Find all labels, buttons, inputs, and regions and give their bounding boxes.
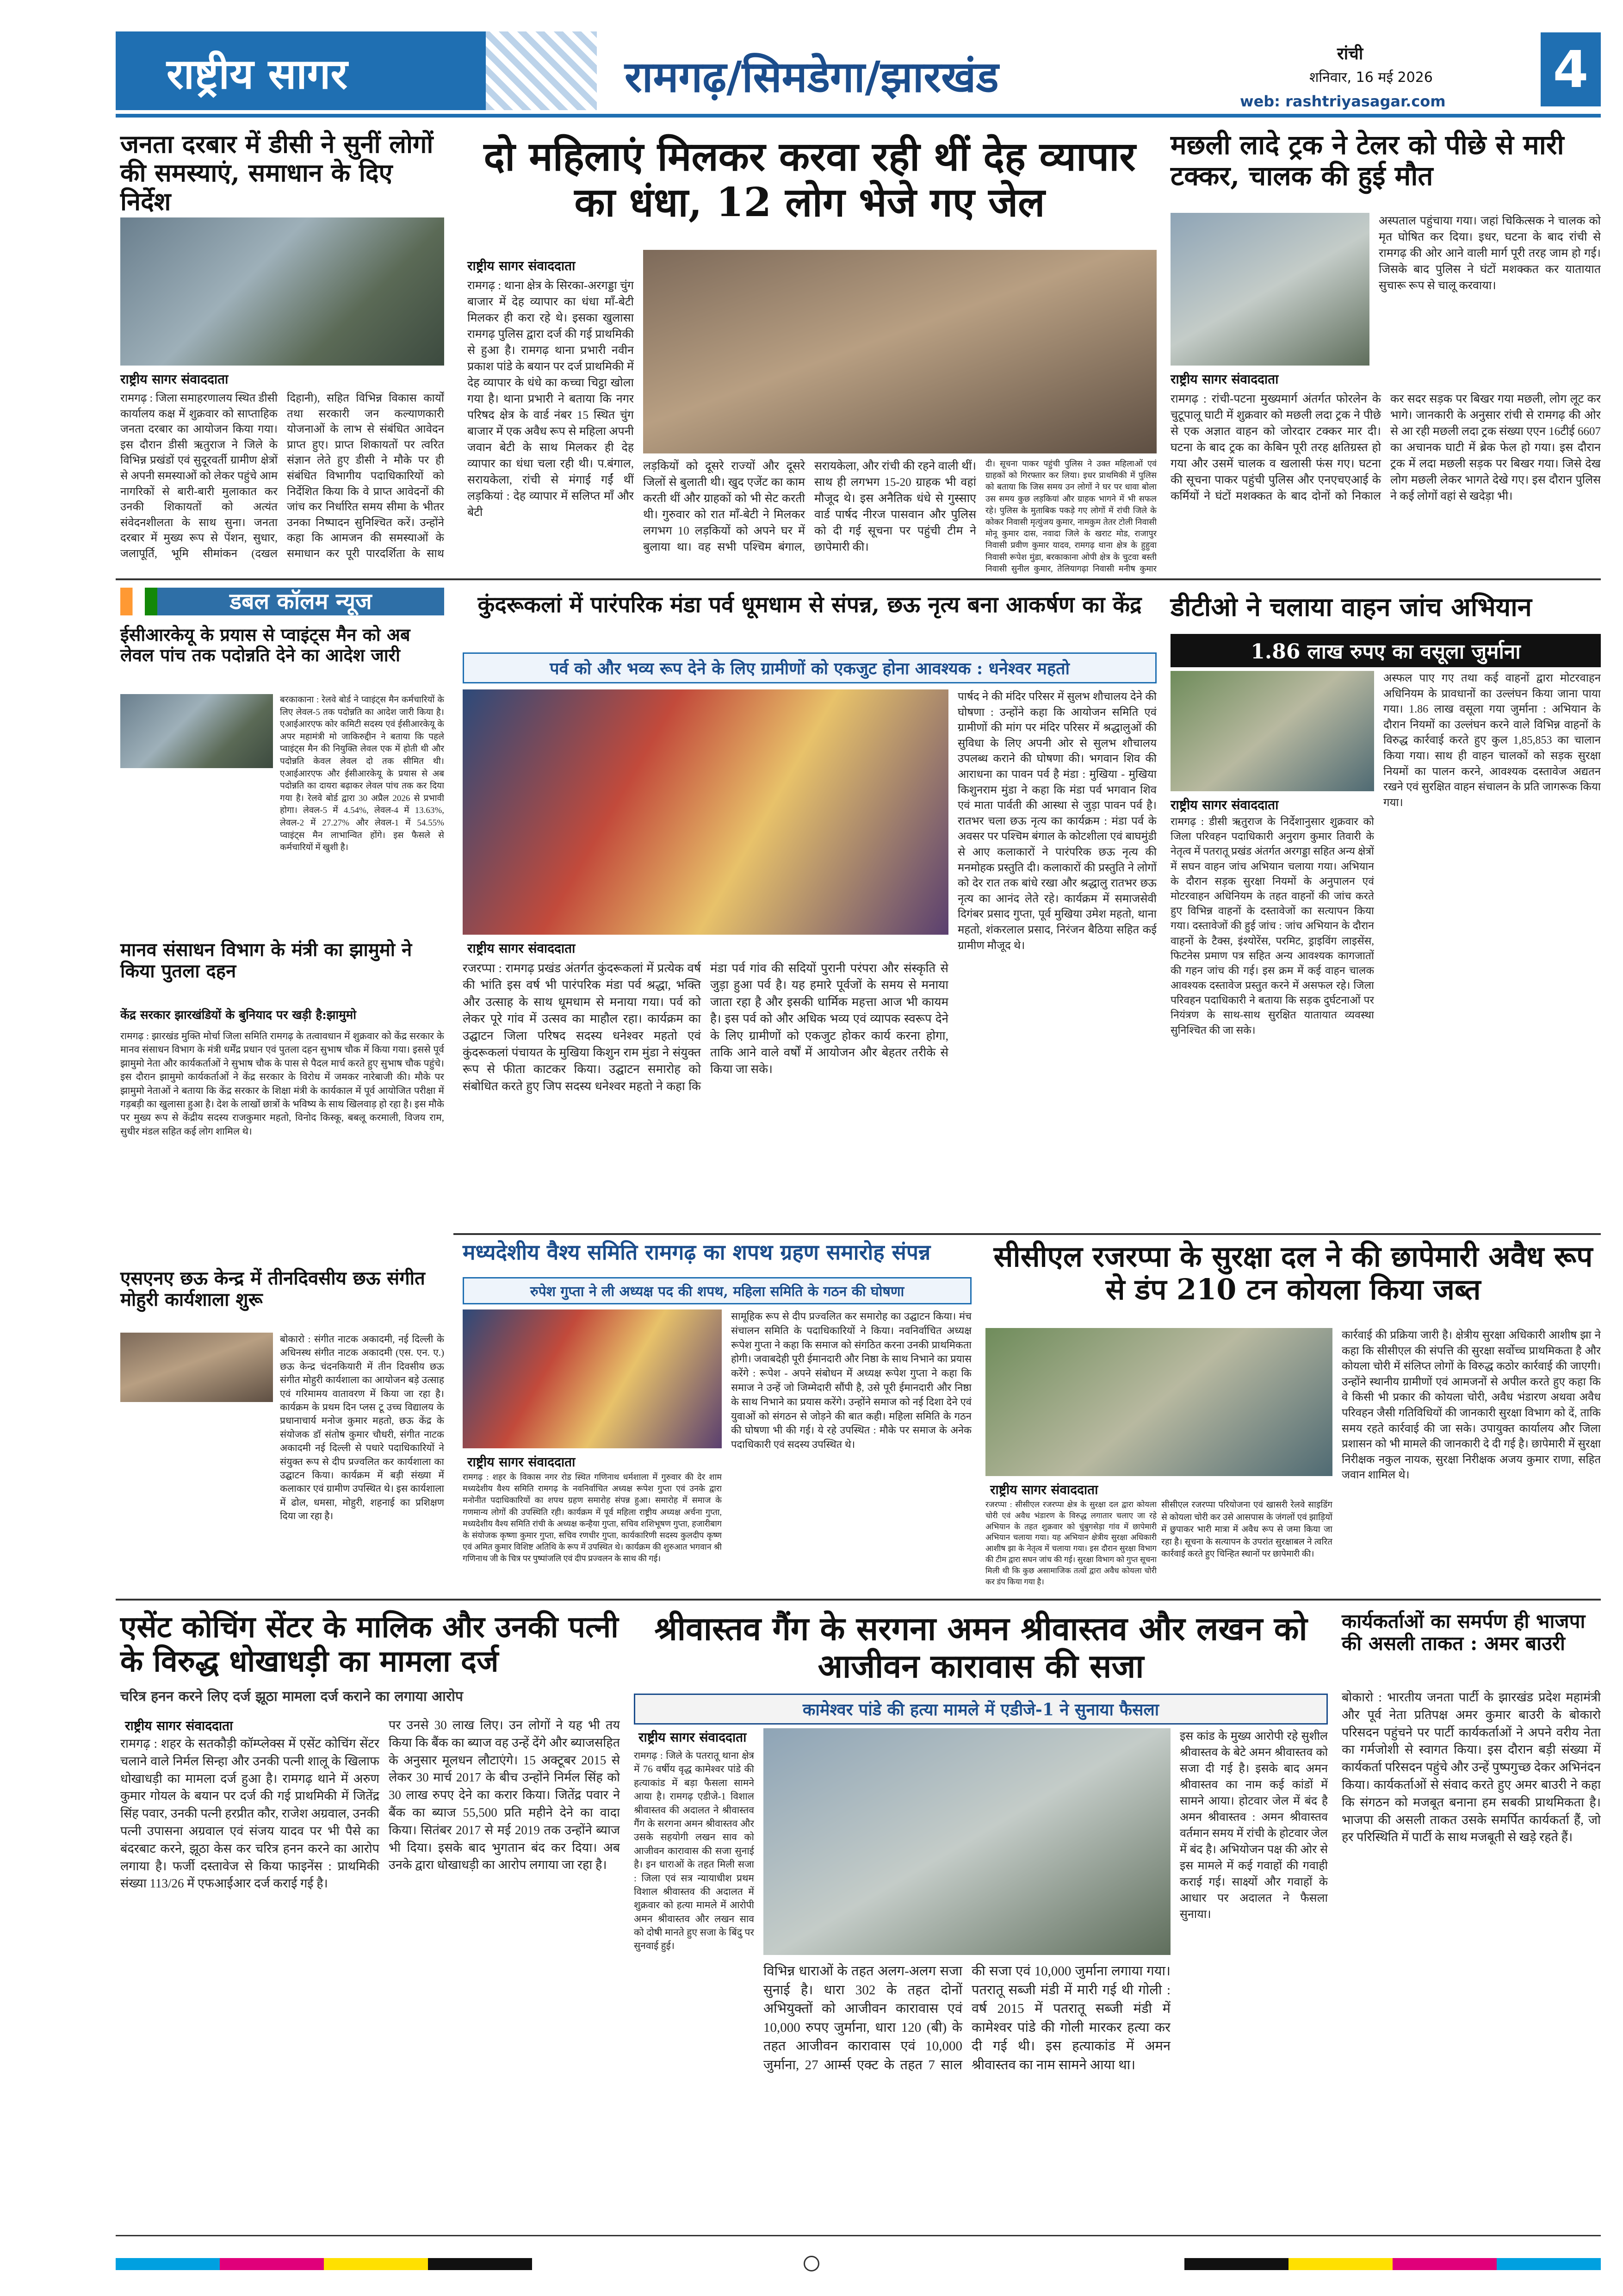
dc-item2-body: रामगढ़ : झारखंड मुक्ति मोर्चा जिला समिति रामगढ़ के तत्वावधान में शुक्रवार को केंद्र सरकार के मानव संसाधन विभाग के मंत्री धर्मेंद्र प्रधान एवं पुतला दहन सुभाष चौक में किया गया। इससे पूर्व झामुमो नेता और कार्यकर्ताओं ने सुभाष चौक के पास से पैदल मार्च करते हुए सुभाष चौक पहुंचे। इस दौरान झामुमो कार्यकर्ताओं ने केंद्र सरकार के विरोध में जमकर नारेबाजी की। मौके पर झामुमो नेताओं ने बताया कि केंद्र सरकार के शिक्षा मंत्री के कार्यकाल में पूर्व आयोजित परीक्षा में गड़बड़ी का खुलासा हुआ है। देश के लाखों छात्रों के भविष्य के साथ खिलवाड़ हो रहा है। इस मौके पर मुख्य रूप से केंद्रीय सदस्य राजकुमार महतो, विनोद किस्कू, बबलू करमाली, विजय राम, सुधीर मंडल सहित कई लोग शामिल थे। — [120, 1030, 444, 1137]
truck-photo — [1171, 213, 1369, 366]
page-number: 4 — [1541, 32, 1601, 106]
coaching-subhead: चरित्र हनन करने लिए दर्ज झूठा मामला दर्ज कराने का लगाया आरोप — [120, 1688, 463, 1705]
tricolor-flag — [120, 588, 157, 615]
newspaper-title: राष्ट्रीय सागर — [167, 50, 348, 99]
gang-headline: श्रीवास्तव गैंग के सरगना अमन श्रीवास्तव और लखन को आजीवन कारावास की सजा — [654, 1609, 1307, 1685]
dc-item2-subhead: केंद्र सरकार झारखंडियों के बुनियाद पर खड़ी है:झामुमो — [120, 1008, 356, 1022]
lead-photo — [643, 250, 1157, 453]
lead-body-col3: दी। सूचना पाकर पहुंची पुलिस ने उक्त महिलाओं एवं ग्राहकों को गिरफ्तार कर लिया। इधर प्राथमिकी में पुलिस को बताया कि जिस समय उन लोगों ने घर पर धावा बोला उस समय कुछ लड़कियां और ग्राहक भागने में भी सफल रहे। पुलिस के मुताबिक पकड़े गए लोगों में रांची जिले के कोकर निवासी मृत्युंजय कुमार, नामकुम तेतर टोली निवासी मोनू कुमार दास, नवादा जिले के खराट मोड, राजापुर निवासी प्रवीण कुमार यादव, रामगढ़ थाना क्षेत्र के हुहुवा निवासी रूपेश मुंडा, बरकाकाना ओपी क्षेत्र के चुटवा बस्ती निवासी सुनील कुमार, तेलियागढ़ा निवासी मनीष कुमार — [985, 459, 1157, 573]
manda-headline: कुंदरूकलां में पारंपरिक मंडा पर्व धूमधाम से संपन्न, छऊ नृत्य बना आकर्षण का केंद्र — [477, 592, 1142, 618]
manda-byline: राष्ट्रीय सागर संवाददाता — [467, 941, 576, 956]
gang-subhead: कामेश्वर पांडे की हत्या मामले में एडीजे-1 ने सुनाया फैसला — [634, 1694, 1328, 1725]
gang-byline: राष्ट्रीय सागर संवाददाता — [638, 1730, 747, 1745]
masthead-pattern — [486, 31, 597, 110]
manda-body-left: रजरप्पा : रामगढ़ प्रखंड अंतर्गत कुंदरूकलां में प्रत्येक वर्ष की भांति इस वर्ष भी पारंपरिक मंडा पर्व श्रद्धा, भक्ति और उत्साह के साथ धूमधाम से मनाया गया। पर्व को लेकर पूरे गांव में उत्सव का माहौल रहा। कार्यक्रम का उद्घाटन जिला परिषद सदस्य धनेश्वर महतो एवं कुंदरूकलां पंचायत के मुखिया किशुन राम मुंडा ने संयुक्त रूप से फीता काटकर किया। उद्घाटन समारोह को संबोधित करते हुए जिप सदस्य धनेश्वर महतो ने कहा कि मंडा पर्व गांव की सदियों पुरानी परंपरा और संस्कृति से जुड़ा हुआ पर्व है। यह हमारे पूर्वजों के समय से मनाया जाता रहा है और इसकी धार्मिक महत्ता आज भी कायम है। इस पर्व को और अधिक भव्य एवं व्यापक स्वरूप देने के लिए ग्रामीणों को एकजुट होकर कार्य करना होगा, ताकि आने वाले वर्षों में आयोजन और बेहतर तरीके से किया जा सके। — [463, 962, 948, 1093]
manda-photo — [463, 689, 948, 935]
color-bar-right — [1184, 2258, 1601, 2270]
vaishya-body-left: रामगढ़ : शहर के विकास नगर रोड स्थित गणिनाथ धर्मशाला में गुरुवार की देर शाम मध्यदेशीय वैश्य समिति रामगढ़ के नवनिर्वाचित अध्यक्ष रूपेश गुप्ता एवं उनके द्वारा मनोनीत पदाधिकारियों का शपथ ग्रहण समारोह संपन्न हुआ। समारोह में समाज के गणमान्य लोगों की उपस्थिति रही। कार्यक्रम में पूर्व महिला राष्ट्रीय अध्यक्ष अर्चना गुप्ता, मध्यदेशीय वैश्य समिति रांची के अध्यक्ष कन्हैया गुप्ता, सचिव शशिभूषण गुप्ता, हजारीबाग के संयोजक कृष्णा कुमार गुप्ता, सचिव रणधीर गुप्ता, कार्यकारिणी सदस्य कुलदीप कृष्ण एवं अमित कुमार विशिष्ट अतिथि के रूप में उपस्थित थे। कार्यक्रम की शुरुआत भगवान श्री गणिनाथ जी के चित्र पर पुष्पांजलि एवं दीप प्रज्वलन के साथ की गई। — [463, 1472, 722, 1564]
registration-mark — [804, 2256, 819, 2271]
coaching-body-right: पर उनसे 30 लाख लिए। उन लोगों ने यह भी तय किया कि बैंक का ब्याज वह उन्हें देंगे और ब्याजसहित के अनुसार मूलधन लौटाएंगे। 15 अक्टूबर 2015 से लेकर 30 मार्च 2017 के बीच उन्होंने निर्मल सिंह को 30 लाख रुपए देने का करार किया। जितेंद्र पवार ने बैंक का ब्याज 55,500 प्रति महीने देने का वादा किया। सितंबर 2017 से मई 2019 तक उन्होंने ब्याज भी दिया। इसके बाद भुगतान बंद कर दिया। अब उनके द्वारा धोखाधड़ी का आरोप लगाया जा रहा है। — [389, 1718, 620, 1872]
website-url[interactable]: web: rashtriyasagar.com — [1240, 93, 1446, 110]
vaishya-subhead: रुपेश गुप्ता ने ली अध्यक्ष पद की शपथ, महिला समिति के गठन की घोषणा — [463, 1277, 972, 1304]
darbar-photo — [120, 217, 444, 366]
masthead-brand-box — [116, 31, 486, 110]
color-bar-left — [116, 2258, 532, 2270]
dc-item1-body: बरकाकाना : रेलवे बोर्ड ने प्वाइंट्स मैन कर्मचारियों के लिए लेवल-5 तक पदोन्नति का आदेश जारी किया है। एआईआरएफ कोर कमिटी सदस्य एवं ईसीआरकेयू के अपर महामंत्री मो जाकिरुद्दीन ने बताया कि पहले प्वाइंट्स मैन की नियुक्ति लेवल एक में होती थी और पदोन्नति केवल लेवल दो तक सीमित थी। एआईआरएफ और ईसीआरकेयू के प्रयास से अब पदोन्नति का दायरा बढ़ाकर लेवल पांच तक कर दिया गया है। रेलवे बोर्ड द्वारा 30 अप्रैल 2026 से प्रभावी होगा। लेवल-5 में 4.54%, लेवल-4 में 13.63%, लेवल-2 में 27.27% और लेवल-1 में 54.55% प्वाइंट्स मैन लाभान्वित होंगे। इस फैसले से कर्मचारियों में खुशी है। — [280, 695, 444, 853]
dto-byline: राष्ट्रीय सागर संवाददाता — [1171, 797, 1279, 813]
lead-headline: दो महिलाएं मिलकर करवा रही थीं देह व्यापार का धंधा, 12 लोग भेजे गए जेल — [483, 133, 1136, 226]
coaching-byline: राष्ट्रीय सागर संवाददाता — [125, 1718, 233, 1733]
vaishya-headline: मध्यदेशीय वैश्य समिति रामगढ़ का शपथ ग्रहण समारोह संपन्न — [463, 1240, 931, 1265]
ccl-byline: राष्ट्रीय सागर संवाददाता — [990, 1482, 1098, 1497]
vaishya-body-right: सामूहिक रूप से दीप प्रज्वलित कर समारोह का उद्घाटन किया। मंच संचालन समिति के पदाधिकारियों ने किया। नवनिर्वाचित अध्यक्ष रूपेश गुप्ता ने कहा कि समाज को संगठित करना उनकी प्राथमिकता होगी। जवाबदेही पूरी ईमानदारी और निष्ठा के साथ निभाने का प्रयास करेंगे : रूपेश - अपने संबोधन में अध्यक्ष रूपेश गुप्ता ने कहा कि समाज ने उन्हें जो जिम्मेदारी सौंपी है, उसे पूरी ईमानदारी और निष्ठा के साथ निभाने का प्रयास करेंगे। उन्होंने समाज को नई दिशा देने एवं युवाओं को संगठन से जोड़ने की बात कही। महिला समिति के गठन की घोषणा भी की गई। ये रहे उपस्थित : मौके पर समाज के अनेक पदाधिकारी एवं सदस्य उपस्थित थे। — [731, 1310, 972, 1451]
ccl-body-left: रजरप्पा : सीसीएल रजरप्पा क्षेत्र के सुरक्षा दल द्वारा कोयला चोरी एवं अवैध भंडारण के विरुद्ध लगातार चलाए जा रहे अभियान के तहत शुक्रवार को चुंबुगसेड़ा गांव में छापेमारी अभियान चलाया गया। यह अभियान क्षेत्रीय सुरक्षा अधिकारी आशीष झा के नेतृत्व में चलाया गया। इस दौरान सुरक्षा विभाग की टीम द्वारा सघन जांच की गई। सुरक्षा विभाग को गुप्त सूचना मिली थी कि कुछ असामाजिक तत्वों द्वारा अवैध कोयला चोरी कर डंप किया गया है। — [985, 1500, 1157, 1586]
row-divider-3 — [116, 1599, 1601, 1601]
dto-subhead: 1.86 लाख रुपए का वसूला जुर्माना — [1171, 634, 1601, 667]
coaching-body-left: रामगढ़ : शहर के सतकौड़ी कॉम्प्लेक्स में एसेंट कोचिंग सेंटर चलाने वाले निर्मल सिन्हा और उनकी पत्नी शालू के खिलाफ धोखाधड़ी का मामला दर्ज हुआ है। रामगढ़ थाने में अरुण कुमार गोयल के बयान पर दर्ज की गई प्राथमिकी में जितेंद्र सिंह पवार, उनकी पत्नी हरप्रीत कौर, राजेश अग्रवाल, उनकी पत्नी उपासना अग्रवाल एवं संजय यादव पर भी पैसे का बंदरबाट करने, झूठा केस कर चरित्र हनन करने का आरोप लगाया है। फर्जी दस्तावेज से किया फाइनेंस : प्राथमिकी संख्या 113/26 में एफआईआर दर्ज कराई गई है। — [120, 1737, 379, 1891]
lead-byline: राष्ट्रीय सागर संवाददाता — [467, 258, 576, 273]
dto-body: रामगढ़ : डीसी ऋतुराज के निर्देशानुसार शुक्रवार को जिला परिवहन पदाधिकारी अनुराग कुमार तिवारी के नेतृत्व में पतरातू प्रखंड अंतर्गत अरगड्डा सहित अन्य क्षेत्रों में सघन वाहन जांच अभियान चलाया गया। अभियान के दौरान सड़क सुरक्षा नियमों के अनुपालन एवं मोटरवाहन अधिनियम के तहत वाहनों की जांच करते हुए विभिन्न वाहनों के दस्तावेजों का सत्यापन किया गया। दस्तावेजों की हुई जांच : जांच अभियान के दौरान वाहनों के टैक्स, इंश्योरेंस, परमिट, ड्राइविंग लाइसेंस, फिटनेस प्रमाण पत्र सहित अन्य आवश्यक कागजातों की गहन जांच की गई। इस क्रम में कई वाहन चालक आवश्यक दस्तावेज प्रस्तुत करने में असफल रहे। जिला परिवहन पदाधिकारी ने बताया कि सड़क दुर्घटनाओं पर नियंत्रण के साथ-साथ सुरक्षित यातायात व्यवस्था सुनिश्चित की जा सके। — [1171, 816, 1374, 1036]
dto-photo — [1171, 671, 1374, 791]
gang-photo — [763, 1728, 1171, 1955]
coaching-headline: एसेंट कोचिंग सेंटर के मालिक और उनकी पत्नी के विरुद्ध धोखाधड़ी का मामला दर्ज — [120, 1610, 619, 1679]
dc-item3-headline: एसएनए छऊ केन्द्र में तीनदिवसीय छऊ संगीत मोहुरी कार्यशाला शुरू — [120, 1267, 425, 1310]
edition-date: शनिवार, 16 मई 2026 — [1309, 69, 1433, 86]
dto-headline: डीटीओ ने चलाया वाहन जांच अभियान — [1171, 592, 1532, 622]
gang-body-col2: विभिन्न धाराओं के तहत अलग-अलग सजा सुनाई है। धारा 302 के तहत दोनों अभियुक्तों को आजीवन कारावास एवं 10,000 रुपए जुर्माना, धारा 120 (बी) के तहत आजीवन कारावास एवं 10,000 जुर्माना, 27 आर्म्स एक्ट के तहत 7 साल की सजा एवं 10,000 जुर्माना लगाया गया। पतरातू सब्जी मंडी में मारी गई थी गोली : वर्ष 2015 में पतरातू सब्जी मंडी में कामेश्वर पांडे की गोली मारकर हत्या कर दी गई थी। इस हत्याकांड में अमन श्रीवास्तव का नाम सामने आया था। — [763, 1964, 1171, 2073]
truck-byline: राष्ट्रीय सागर संवाददाता — [1171, 372, 1279, 387]
masthead-rule — [116, 114, 1601, 118]
darbar-headline: जनता दरबार में डीसी ने सुनीं लोगों की समस्याएं, समाधान के दिए निर्देश — [120, 129, 434, 217]
bjp-body: बोकारो : भारतीय जनता पार्टी के झारखंड प्रदेश महामंत्री और पूर्व नेता प्रतिपक्ष अमर कुमार बाउरी के बोकारो परिसदन पहुंचने पर पार्टी कार्यकर्ताओं ने अपने वरीय नेता का गर्मजोशी से स्वागत किया। इस दौरान बड़ी संख्या में कार्यकर्ता परिसदन पहुंचे और उन्हें पुष्पगुच्छ देकर अभिनंदन किया। कार्यकर्ताओं से संवाद करते हुए अमर बाउरी ने कहा कि संगठन को मजबूत बनाना हम सबकी प्राथमिकता है। भाजपा की असली ताकत उसके समर्पित कार्यकर्ता हैं, जो हर परिस्थिति में पार्टी के साथ मजबूती से खड़े रहते हैं। — [1342, 1690, 1601, 1844]
vaishya-photo — [463, 1309, 722, 1448]
dc-item1-headline: ईसीआरकेयू के प्रयास से प्वाइंट्स मैन को अब लेवल पांच तक पदोन्नति देने का आदेश जारी — [120, 624, 410, 665]
section-title: रामगढ़/सिमडेगा/झारखंड — [625, 52, 999, 102]
truck-headline: मछली लादे ट्रक ने टेलर को पीछे से मारी टक्कर, चालक की हुई मौत — [1171, 129, 1564, 192]
double-column-band: डबल कॉलम न्यूज — [157, 588, 444, 615]
gang-body-col3: इस कांड के मुख्य आरोपी रहे सुशील श्रीवास्तव के बेटे अमन श्रीवास्तव को सजा दी गई है। इसके बाद अमन श्रीवास्तव का नाम कई कांडों में सामने आया। होटवार जेल में बंद है अमन श्रीवास्तव : अमन श्रीवास्तव वर्तमान समय में रांची के होटवार जेल में बंद है। अभियोजन पक्ष की ओर से इस मामले में कई गवाहों की गवाही कराई गई। साक्ष्यों और गवाहों के आधार पर अदालत ने फैसला सुनाया। — [1180, 1730, 1328, 1921]
darbar-byline: राष्ट्रीय सागर संवाददाता — [120, 372, 229, 387]
ccl-headline: सीसीएल रजरप्पा के सुरक्षा दल ने की छापेमारी अवैध रूप से डंप 210 टन कोयला किया जब्त — [993, 1240, 1593, 1307]
truck-body-top: अस्पताल पहुंचाया गया। जहां चिकित्सक ने चालक को मृत घोषित कर दिया। इधर, घटना के बाद रांची से रामगढ़ की ओर आने वाली मार्ग पूरी तरह जाम हो गई। जिसके बाद पुलिस ने घंटों मशक्कत कर यातायात सुचारू रूप से चालू करवाया। — [1379, 215, 1601, 292]
edition-city: रांची — [1337, 44, 1363, 63]
bjp-headline: कार्यकर्ताओं का समर्पण ही भाजपा की असली ताकत : अमर बाउरी — [1342, 1610, 1586, 1655]
darbar-body: रामगढ़ : जिला समाहरणालय स्थित डीसी कार्यालय कक्ष में शुक्रवार को साप्ताहिक जनता दरबार का आयोजन किया गया। इस दौरान डीसी ऋतुराज ने जिले के विभिन्न प्रखंडों एवं सुदूरवर्ती ग्रामीण क्षेत्रों से अपनी समस्याओं को लेकर पहुंचे आम नागरिकों से बारी-बारी मुलाकात कर उनकी शिकायतों को अत्यंत संवेदनशीलता के साथ सुना। जनता दरबार में मुख्य रूप से पेंशन, सुधार, जलापूर्ति, भूमि सीमांकन (दखल दिहानी), सहित विभिन्न विकास कार्यों तथा सरकारी जन कल्याणकारी योजनाओं के लाभ से संबंधित आवेदन प्राप्त हुए। प्राप्त शिकायतों पर त्वरित संज्ञान लेते हुए डीसी ने मौके पर ही संबंधित विभागीय पदाधिकारियों को निर्देशित किया कि वे प्राप्त आवेदनों की जांच कर निर्धारित समय सीमा के भीतर उनका निष्पादन सुनिश्चित करें। उन्होंने कहा कि आमजन की समस्याओं के समाधान कर पूरी पारदर्शिता के साथ — [120, 392, 444, 560]
dto-body-top: अस्फल पाए गए तथा कई वाहनों द्वारा मोटरवाहन अधिनियम के प्रावधानों का उल्लंघन किया जाना पाया गया। 1.86 लाख वसूला गया जुर्माना : अभियान के दौरान नियमों का उल्लंघन करने वाले विभिन्न वाहनों के विरुद्ध कार्रवाई करते हुए कुल 1,85,853 का चालान किया गया। साथ ही वाहन चालकों को सड़क सुरक्षा नियमों का पालन करने, आवश्यक दस्तावेज अद्यतन रखने एवं सुरक्षित वाहन संचालन के प्रति जागरूक किया गया। — [1383, 672, 1601, 809]
manda-subhead: पर्व को और भव्य रूप देने के लिए ग्रामीणों को एकजुट होना आवश्यक : धनेश्वर महतो — [463, 652, 1157, 683]
lead-body-col2: लड़कियों को दूसरे राज्यों और दूसरे जिलों से बुलाती थी। खुद एजेंट का काम करती थीं और ग्राहकों को भी सेट करती थी। गुरुवार को रात माँ-बेटी ने मिलकर लगभग 10 लड़कियों को अपने घर में बुलाया था। वह सभी पश्चिम बंगाल, सरायकेला, और रांची की रहने वाली थीं। साथ ही लगभग 15-20 ग्राहक भी वहां मौजूद थे। इस अनैतिक धंधे से गुस्साए वार्ड पार्षद नीरज पासवान और पुलिस को दी गई सूचना पर पहुंची टीम ने छापेमारी की। — [643, 460, 976, 553]
dc-item2-headline: मानव संसाधन विभाग के मंत्री का झामुमो ने किया पुतला दहन — [120, 939, 412, 982]
ccl-photo — [985, 1328, 1332, 1476]
row-divider-1 — [116, 578, 1601, 580]
ccl-caption: सीसीएल रजरप्पा परियोजना एवं खासरी रेलवे साइडिंग से कोयला चोरी कर उसे आसपास के जंगलों एवं झाड़ियों में छुपाकर भारी मात्रा में अवैध रूप से जमा किया जा रहा है। सूचना के सत्यापन के उपरांत सुरक्षाबल ने त्वरित कार्रवाई करते हुए चिन्हित स्थानों पर छापेमारी की। — [1161, 1500, 1332, 1559]
gang-body-col1: रामगढ़ : जिले के पतरातू थाना क्षेत्र में 76 वर्षीय वृद्ध कामेश्वर पांडे की हत्याकांड में बड़ा फैसला सामने आया है। रामगढ़ एडीजे-1 विशाल श्रीवास्तव की अदालत ने श्रीवास्तव गैंग के सरगना अमन श्रीवास्तव और उसके सहयोगी लखन साव को आजीवन कारावास की सजा सुनाई है। इन धाराओं के तहत मिली सजा : जिला एवं सत्र न्यायाधीश प्रथम विशाल श्रीवास्तव की अदालत में शुक्रवार को हत्या मामले में आरोपी अमन श्रीवास्तव और लखन साव को दोषी मानते हुए सजा के बिंदु पर सुनवाई हुई। — [634, 1750, 754, 1952]
footer-rule — [116, 2235, 1601, 2236]
vaishya-byline: राष्ट्रीय सागर संवाददाता — [467, 1454, 576, 1470]
lead-body-col1: रामगढ़ : थाना क्षेत्र के सिरका-अरगड्डा चुंग बाजार में देह व्यापार का धंधा माँ-बेटी मिलकर ही करा रहे थे। इसका खुलासा रामगढ़ पुलिस द्वारा दर्ज की गई प्राथमिकी से हुआ है। रामगढ़ थाना प्रभारी नवीन प्रकाश पांडे के बयान पर दर्ज प्राथमिकी में देह व्यापार के धंधे का कच्चा चिट्ठा खोला गया है। थाना प्रभारी ने बताया कि नगर परिषद क्षेत्र के वार्ड नंबर 15 स्थित चुंग बाजार में एक अवैध रूप से महिला अपनी जवान बेटी के साथ मिलकर ही देह व्यापार का धंधा चला रही थी। प.बंगाल, सरायकेला, रांची से मंगाई गईं थीं लड़कियां : देह व्यापार में सलिप्त माँ और बेटी — [467, 279, 634, 519]
manda-body-right: पार्षद ने की मंदिर परिसर में सुलभ शौचालय देने की घोषणा : उन्होंने कहा कि आयोजन समिति एवं ग्रामीणों की मांग पर मंदिर परिसर में श्रद्धालुओं की सुविधा के लिए अपनी ओर से सुलभ शौचालय उपलब्ध कराने की घोषणा की। भगवान शिव की आराधना का पावन पर्व है मंडा : मुखिया - मुखिया किशुनराम मुंडा ने कहा कि मंडा पर्व भगवान शिव एवं माता पार्वती की आस्था से जुड़ा पावन पर्व है। रातभर चला छऊ नृत्य का कार्यक्रम : मंडा पर्व के अवसर पर पश्चिम बंगाल के कोटशीला एवं बाघमुंडी से आए कलाकारों ने पारंपरिक छऊ नृत्य की मनमोहक प्रस्तुति दी। कलाकारों की प्रस्तुति ने लोगों को देर रात तक बांधे रखा और श्रद्धालु रातभर छऊ नृत्य का आनंद लेते रहे। कार्यक्रम में समाजसेवी दिगंबर प्रसाद गुप्ता, पूर्व मुखिया उमेश महतो, थाना महतो, शंकरलाल प्रसाद, निरंजन बैठिया सहित कई ग्रामीण मौजूद थे। — [958, 691, 1157, 952]
ccl-body-right: कार्रवाई की प्रक्रिया जारी है। क्षेत्रीय सुरक्षा अधिकारी आशीष झा ने कहा कि सीसीएल की संपत्ति की सुरक्षा सर्वोच्च प्राथमिकता है और कोयला चोरी में संलिप्त लोगों के विरुद्ध कठोर कार्रवाई की जाएगी। उन्होंने स्थानीय ग्रामीणों एवं आमजनों से अपील करते हुए कहा कि वे किसी भी प्रकार की कोयला चोरी, अवैध भंडारण अथवा अवैध परिवहन जैसी गतिविधियों की जानकारी सुरक्षा विभाग को दें, ताकि समय रहते कार्रवाई की जा सके। उपायुक्त कार्यालय और जिला प्रशासन को भी मामले की जानकारी दे दी गई है। छापेमारी में सुरक्षा निरीक्षक नकुल नायक, सुरक्षा निरीक्षक अजय कुमार राणा, सहित जवान शामिल थे। — [1342, 1329, 1601, 1482]
dc-item3-body: बोकारो : संगीत नाटक अकादमी, नई दिल्ली के अधिनस्थ संगीत नाटक अकादमी (एस. एन. ए.) छऊ केन्द्र चंदनकियारी में तीन दिवसीय छऊ संगीत मोहुरी कार्यशाला का आयोजन बड़े उत्साह एवं गरिमामय वातावरण में किया जा रहा है। कार्यक्रम के प्रथम दिन प्लस टू उच्च विद्यालय के प्रधानाचार्य मनोज कुमार महतो, छऊ केंद्र के संयोजक डॉ संतोष कुमार चौधरी, संगीत नाटक अकादमी नई दिल्ली से पधारे पदाधिकारियों ने संयुक्त रूप से दीप प्रज्वलित कर कार्यशाला का उद्घाटन किया। कार्यक्रम में बड़ी संख्या में कलाकार एवं ग्रामीण उपस्थित थे। इस कार्यशाला में ढोल, धमसा, मोहुरी, शहनाई का प्रशिक्षण दिया जा रहा है। — [280, 1334, 444, 1522]
truck-body: रामगढ़ : रांची-पटना मुख्यमार्ग अंतर्गत फोरलेन के चुटूपालू घाटी में शुक्रवार को मछली लदा ट्रक ने पीछे से एक अज्ञात वाहन को जोरदार टक्कर मार दी। घटना के बाद ट्रक का केबिन पूरी तरह क्षतिग्रस्त हो गया और उसमें चालक व खलासी फंस गए। घटना की सूचना पाकर पहुंची पुलिस और एनएचएआई के कर्मियों ने घंटों मशक्कत के बाद दोनों को निकाल कर सदर सड़क पर बिखर गया मछली, लोग लूट कर भागे। जानकारी के अनुसार रांची से रामगढ़ की ओर से आ रही मछली लदा ट्रक संख्या एएन 16टीई 6607 का अचानक घाटी में ब्रेक फेल हो गया। इस दौरान ट्रक में लदा मछली सड़क पर बिखर गया। जिसे देख लोग मछली लेकर भागते देखे गए। इस दौरान पुलिस ने कई लोगों वहां से खदेड़ा भी। — [1171, 393, 1601, 503]
registration-marks-top — [0, 0, 1623, 19]
row-divider-2 — [453, 1233, 1601, 1235]
